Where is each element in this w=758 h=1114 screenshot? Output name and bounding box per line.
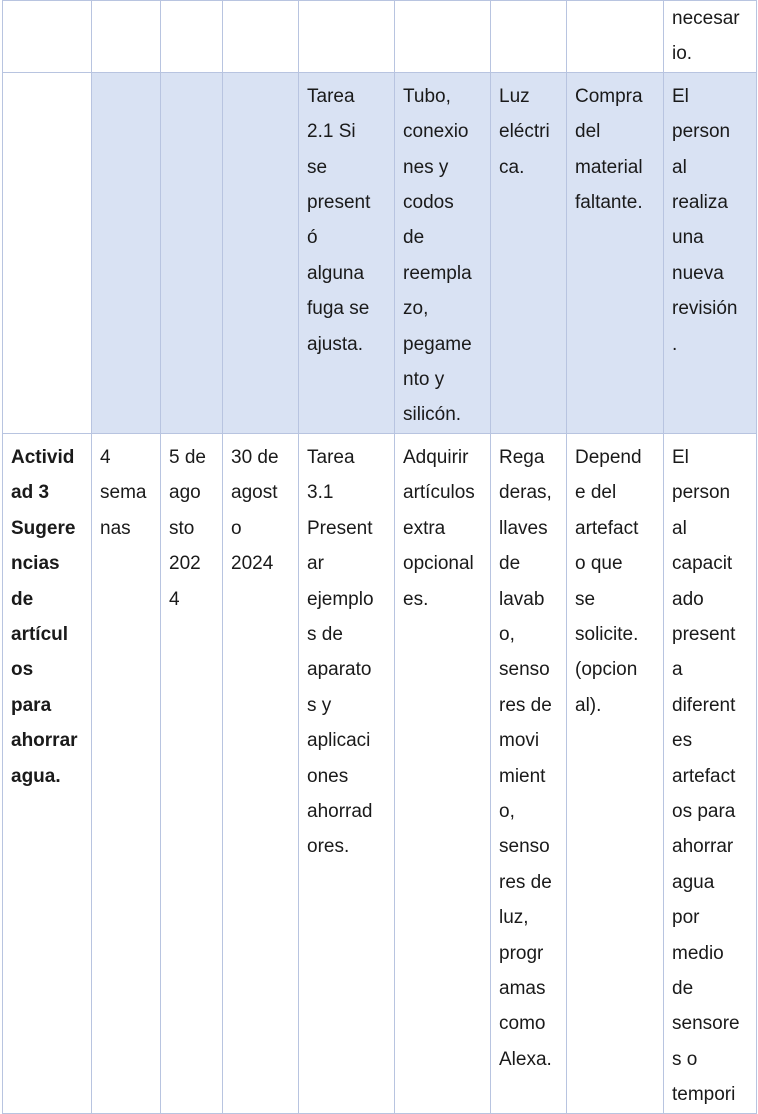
duration-cell xyxy=(92,433,161,1113)
cell-text-line: ncias xyxy=(11,553,60,575)
cell-text-line: ó xyxy=(307,227,318,249)
cell-text-line: ad 3 xyxy=(11,482,50,504)
cell-text-line: reempla xyxy=(403,262,472,284)
cell-text-line: extra xyxy=(403,517,446,539)
cell-text-line: mient xyxy=(499,765,546,787)
cost-cell xyxy=(567,433,664,1113)
responsible-cell xyxy=(664,433,757,1113)
cell-text-line: necesar xyxy=(672,8,740,29)
table-cell xyxy=(161,1,223,73)
table-cell xyxy=(3,1,92,73)
resources-cell xyxy=(491,433,567,1113)
cell-text-line: agua. xyxy=(11,765,61,787)
cell-text-line: Adquirir xyxy=(403,446,469,468)
cell-text-line: progr xyxy=(499,942,544,964)
table-cell xyxy=(491,1,567,73)
cell-text-line: nto y xyxy=(403,369,445,391)
cell-text-line: capacit xyxy=(672,553,733,575)
cell-text-line: artefact xyxy=(672,765,736,787)
cell-text-line: Depend xyxy=(575,446,642,468)
cell-text-line: Activid xyxy=(11,446,75,468)
table-row xyxy=(3,433,757,1113)
table-cell xyxy=(395,1,491,73)
cell-text-line: aplicaci xyxy=(307,730,371,752)
cell-text-line: person xyxy=(672,482,731,504)
cell-text-line: alguna xyxy=(307,262,365,284)
cell-text-line: . xyxy=(672,333,678,355)
cell-text-line: de xyxy=(499,553,521,575)
cell-text-line: (opcion xyxy=(575,659,638,681)
cell-text-line: solicite. xyxy=(575,623,639,645)
cell-text-line: 3.1 xyxy=(307,482,334,504)
cell-text-line: o que xyxy=(575,553,623,575)
resources-cell xyxy=(491,72,567,433)
cell-text-line: como xyxy=(499,1013,546,1035)
cell-text-line: res de xyxy=(499,694,552,716)
cell-text-line: sensore xyxy=(672,1013,740,1035)
cell-text-line: 202 xyxy=(169,553,201,575)
cell-text-line: fuga se xyxy=(307,298,370,320)
cell-text-line: 30 de xyxy=(231,446,279,468)
responsible-cell xyxy=(664,1,757,73)
cell-text-line: s y xyxy=(307,694,332,716)
cell-text-line: Present xyxy=(307,517,373,539)
task-cell xyxy=(299,72,395,433)
cell-text-line: a xyxy=(672,659,683,681)
cell-text-line: ores. xyxy=(307,836,350,858)
cell-text-line: revisión xyxy=(672,298,738,320)
cell-text-line: por xyxy=(672,907,700,929)
cell-text-line: ahorrad xyxy=(307,800,373,822)
cell-text-line: pegame xyxy=(403,333,472,355)
cell-text-line: tempori xyxy=(672,1084,736,1106)
cell-text-line: Tubo, xyxy=(403,85,451,107)
table-cell xyxy=(223,72,299,433)
cell-text-line: sema xyxy=(100,482,147,504)
cell-text-line: llaves xyxy=(499,517,548,539)
table-cell xyxy=(92,72,161,433)
cell-text-line: agua xyxy=(672,871,715,893)
cell-text-line: es. xyxy=(403,588,429,610)
table-row xyxy=(3,1,757,73)
cell-text-line: o, xyxy=(499,800,515,822)
cell-text-line: ar xyxy=(307,553,324,575)
cell-text-line: Luz xyxy=(499,85,530,107)
cell-text-line: artefact xyxy=(575,517,639,539)
cell-text-line: o, xyxy=(499,623,515,645)
cell-text-line: del xyxy=(575,121,601,143)
cell-text-line: de xyxy=(672,977,694,999)
cell-text-line: ca. xyxy=(499,156,525,178)
cell-text-line: present xyxy=(672,623,736,645)
cell-text-line: al). xyxy=(575,694,602,716)
cell-text-line: luz, xyxy=(499,907,529,929)
cell-text-line: lavab xyxy=(499,588,545,610)
table-cell xyxy=(92,1,161,73)
cell-text-line: opcional xyxy=(403,553,474,575)
cell-text-line: Sugere xyxy=(11,517,76,539)
cell-text-line: diferent xyxy=(672,694,736,716)
cell-text-line: amas xyxy=(499,977,546,999)
cell-text-line: io. xyxy=(672,43,693,65)
cell-text-line: El xyxy=(672,85,689,107)
cell-text-line: movi xyxy=(499,730,540,752)
table-cell xyxy=(161,72,223,433)
cell-text-line: de xyxy=(403,227,425,249)
cell-text-line: 5 de xyxy=(169,446,206,468)
cell-text-line: 2024 xyxy=(231,553,274,575)
table-cell xyxy=(223,1,299,73)
task-cell xyxy=(299,433,395,1113)
cell-text-line: e del xyxy=(575,482,617,504)
cell-text-line: El xyxy=(672,446,689,468)
cell-text-line: artículos xyxy=(403,482,475,504)
cell-text-line: zo, xyxy=(403,298,429,320)
activity-plan-table xyxy=(2,0,757,1114)
cell-text-line: silicón. xyxy=(403,404,462,426)
activity-name-cell xyxy=(3,433,92,1113)
cell-text-line: aparato xyxy=(307,659,372,681)
cell-text-line: al xyxy=(672,517,687,539)
cell-text-line: 4 xyxy=(169,588,180,610)
cell-text-line: una xyxy=(672,227,704,249)
cell-text-line: realiza xyxy=(672,192,728,214)
cell-text-line: ejemplo xyxy=(307,588,374,610)
cell-text-line: present xyxy=(307,192,371,214)
cell-text-line: eléctri xyxy=(499,121,550,143)
cell-text-line: ahorrar xyxy=(672,836,734,858)
cell-text-line: medio xyxy=(672,942,724,964)
start-date-cell xyxy=(161,433,223,1113)
cell-text-line: o xyxy=(231,517,242,539)
table-cell xyxy=(567,1,664,73)
cell-text-line: 2.1 Si xyxy=(307,121,356,143)
cell-text-line: senso xyxy=(499,659,550,681)
end-date-cell xyxy=(223,433,299,1113)
table-row xyxy=(3,72,757,433)
cell-text-line: sto xyxy=(169,517,195,539)
cell-text-line: os xyxy=(11,659,34,681)
cell-text-line: res de xyxy=(499,871,552,893)
table-cell xyxy=(3,72,92,433)
materials-cell xyxy=(395,72,491,433)
cell-text-line: al xyxy=(672,156,687,178)
cell-text-line: Tarea xyxy=(307,85,355,107)
cell-text-line: os para xyxy=(672,800,736,822)
cell-text-line: Compra xyxy=(575,85,643,107)
cell-text-line: ado xyxy=(672,588,704,610)
cell-text-line: artícul xyxy=(11,623,69,645)
cell-text-line: ones xyxy=(307,765,349,787)
cell-text-line: ago xyxy=(169,482,201,504)
cell-text-line: nes y xyxy=(403,156,449,178)
cell-text-line: agost xyxy=(231,482,278,504)
cell-text-line: es xyxy=(672,730,693,752)
cell-text-line: deras, xyxy=(499,482,552,504)
cell-text-line: senso xyxy=(499,836,550,858)
cell-text-line: 4 xyxy=(100,446,111,468)
cell-text-line: faltante. xyxy=(575,192,643,214)
cell-text-line: ahorrar xyxy=(11,730,78,752)
cell-text-line: s de xyxy=(307,623,343,645)
cell-text-line: conexio xyxy=(403,121,469,143)
materials-cell xyxy=(395,433,491,1113)
table-cell xyxy=(299,1,395,73)
cell-text-line: Alexa. xyxy=(499,1048,552,1070)
cell-text-line: de xyxy=(11,588,34,610)
cell-text-line: se xyxy=(575,588,596,610)
cell-text-line: codos xyxy=(403,192,454,214)
cell-text-line: material xyxy=(575,156,643,178)
cell-text-line: nueva xyxy=(672,262,724,284)
cell-text-line: s o xyxy=(672,1048,698,1070)
cell-text-line: person xyxy=(672,121,731,143)
responsible-cell xyxy=(664,72,757,433)
cell-text-line: se xyxy=(307,156,328,178)
cost-cell xyxy=(567,72,664,433)
cell-text-line: Tarea xyxy=(307,446,355,468)
cell-text-line: Rega xyxy=(499,446,545,468)
cell-text-line: nas xyxy=(100,517,131,539)
cell-text-line: para xyxy=(11,694,52,716)
cell-text-line: ajusta. xyxy=(307,333,363,355)
